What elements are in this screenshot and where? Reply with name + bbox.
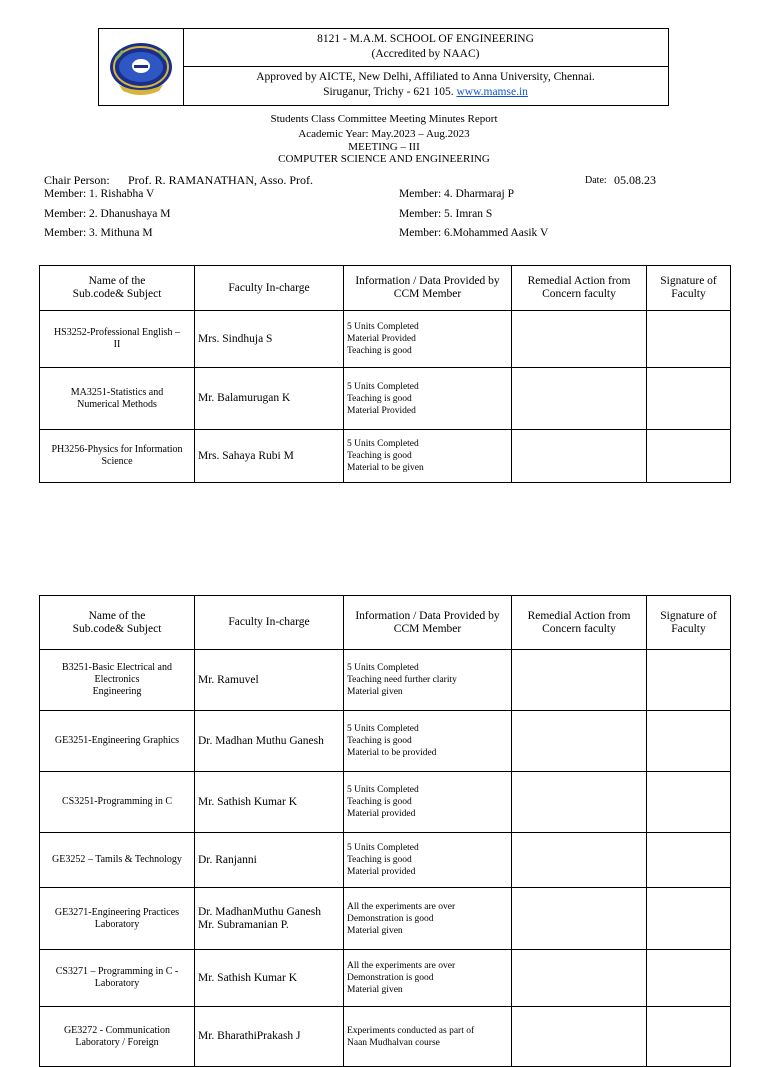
member-2: Member: 2. Dhanushaya M [44,208,171,220]
subject-cell [40,368,195,430]
subject-cell-line: CS3251-Programming in C [61,796,172,807]
subject-cell-line: GE3251-Engineering Graphics [54,735,180,746]
info-cell-line: Material Provided [347,334,416,344]
subjects-table-2 [39,595,731,1067]
subject-cell [40,711,195,772]
faculty-cell [195,772,344,833]
meeting-number: MEETING – III [348,141,420,153]
info-cell-line: Material given [347,925,403,936]
info-cell [344,650,512,711]
subject-cell-line: B3251-Basic Electrical and [62,662,172,673]
info-cell-line: Teaching is good [347,393,412,404]
table-row [40,650,731,711]
institution-header [98,28,669,106]
info-cell-line: All the experiments are over [347,961,456,971]
faculty-cell [195,888,344,950]
subject-cell-line: GE3252 – Tamils & Technology [52,854,182,865]
header-signature: Signature of Faculty [647,266,731,311]
remedial-cell [512,1007,647,1067]
subject-cell [40,888,195,950]
faculty-cell [195,711,344,772]
info-cell [344,711,512,772]
info-cell-line: Teaching need further clarity [347,675,457,685]
info-cell-line: 5 Units Completed [347,843,419,853]
remedial-cell [512,311,647,368]
remedial-cell [512,711,647,772]
member-6: Member: 6.Mohammed Aasik V [399,227,549,239]
info-cell [344,1007,512,1067]
report-title: Students Class Committee Meeting Minutes Report [270,113,498,125]
table-row [40,888,731,950]
date-label: Date: [585,175,607,186]
subject-cell-line: PH3256-Physics for Information [51,444,183,455]
table-row [40,833,731,888]
table-row [40,950,731,1007]
signature-cell [647,711,731,772]
info-cell [344,833,512,888]
subject-cell-line: Laboratory [94,978,140,989]
faculty-cell [195,311,344,368]
faculty-cell-line: Mr. Sathish Kumar K [198,971,298,984]
faculty-cell-line: Mr. Ramuvel [198,673,259,686]
faculty-cell [195,833,344,888]
subject-cell-line: CS3271 – Programming in C - [55,966,179,977]
info-cell-line: Material to be given [347,463,424,473]
logo-cell [99,29,184,105]
college-seal-icon [99,29,183,105]
header-remedial: Remedial Action from Concern faculty [512,596,647,650]
address-line: Siruganur, Trichy - 621 105. www.mamse.in [323,86,528,98]
info-cell-line: Demonstration is good [347,913,434,924]
academic-year: Academic Year: May.2023 – Aug.2023 [298,128,470,140]
member-3: Member: 3. Mithuna M [44,227,153,239]
header-remedial: Remedial Action from Concern faculty [512,266,647,311]
table-row [40,368,731,430]
subject-cell-line: MA3251-Statistics and [70,386,164,398]
signature-cell [647,888,731,950]
accreditation: (Accredited by NAAC) [371,48,480,60]
faculty-cell [195,950,344,1007]
header-subject: Name of the Sub.code& Subject [40,266,195,311]
subject-cell-line: Laboratory / Foreign [75,1036,159,1048]
subject-cell-line: GE3271-Engineering Practices [54,906,180,918]
signature-cell [647,772,731,833]
info-cell [344,368,512,430]
subject-cell-line: Engineering [92,686,142,697]
info-cell-line: 5 Units Completed [347,322,419,332]
department: COMPUTER SCIENCE AND ENGINEERING [278,153,490,165]
info-cell-line: Teaching is good [347,346,412,356]
info-cell [344,888,512,950]
faculty-cell-line: Mr. Sathish Kumar K [198,795,298,808]
remedial-cell [512,430,647,483]
chair-name: Prof. R. RAMANATHAN, Asso. Prof. [128,173,314,187]
remedial-cell [512,650,647,711]
subject-cell [40,650,195,711]
subject-cell [40,311,195,368]
info-cell-line: Experiments conducted as part of [347,1025,475,1036]
subject-cell [40,772,195,833]
remedial-cell [512,833,647,888]
subject-cell-line: II [113,339,121,350]
subjects-table-1 [39,265,731,483]
faculty-cell-line: Dr. Ranjanni [198,853,257,866]
header-info: Information / Data Provided by CCM Member [344,266,512,311]
signature-cell [647,1007,731,1067]
info-cell-line: 5 Units Completed [347,785,419,795]
info-cell-line: Material given [347,687,403,697]
table-row [40,772,731,833]
info-cell-line: 5 Units Completed [347,381,419,392]
info-cell-line: Material given [347,985,403,995]
info-cell [344,772,512,833]
report-heading [0,112,768,166]
subject-cell [40,430,195,483]
info-cell-line: Material to be provided [347,748,437,758]
subject-cell-line: HS3252-Professional English – [53,327,181,338]
faculty-cell-line: Mr. Balamurugan K [198,392,291,404]
faculty-cell [195,430,344,483]
info-cell [344,430,512,483]
signature-cell [647,650,731,711]
table-row [40,1007,731,1067]
faculty-cell-line: Dr. MadhanMuthu Ganesh [198,905,321,918]
header-faculty: Faculty In-charge [195,266,344,311]
signature-cell [647,311,731,368]
signature-cell [647,950,731,1007]
subject-cell-line: Laboratory [94,918,140,930]
signature-cell [647,368,731,430]
info-cell-line: Material Provided [347,405,416,416]
info-cell-line: 5 Units Completed [347,439,419,449]
remedial-cell [512,950,647,1007]
info-cell-line: Teaching is good [347,736,412,746]
subject-cell-line: Electronics [94,674,140,685]
info-cell-line: All the experiments are over [347,901,456,912]
chair-label: Chair Person: [44,173,110,187]
info-cell-line: 5 Units Completed [347,724,419,734]
table-row [40,430,731,483]
member-4: Member: 4. Dharmaraj P [399,188,514,200]
member-5: Member: 5. Imran S [399,208,493,220]
subject-cell [40,833,195,888]
faculty-cell-line: Mrs. Sahaya Rubi M [198,449,294,462]
subject-cell-line: Science [101,456,133,467]
faculty-cell-line: Mr. BharathiPrakash J [198,1030,301,1042]
approval-line: Approved by AICTE, New Delhi, Affiliated to Anna University, Chennai. [256,71,595,83]
header-info: Information / Data Provided by CCM Member [344,596,512,650]
faculty-cell [195,368,344,430]
member-1: Member: 1. Rishabha V [44,188,155,200]
info-cell-line: Teaching is good [347,451,412,461]
table-row [40,711,731,772]
table-header-row [40,596,731,650]
header-faculty: Faculty In-charge [195,596,344,650]
info-cell-line: Material provided [347,809,416,819]
faculty-cell [195,650,344,711]
signature-cell [647,430,731,483]
signature-cell [647,833,731,888]
subject-cell-line: Numerical Methods [77,398,157,410]
info-cell [344,950,512,1007]
info-cell-line: Demonstration is good [347,973,434,983]
info-cell-line: Teaching is good [347,855,412,865]
subject-cell-line: GE3272 - Communication [63,1024,171,1036]
remedial-cell [512,368,647,430]
remedial-cell [512,888,647,950]
table-row [40,311,731,368]
faculty-cell-line: Mrs. Sindhuja S [198,332,273,345]
faculty-cell [195,1007,344,1067]
date-value: 05.08.23 [614,173,656,187]
subject-cell [40,950,195,1007]
info-cell-line: Material provided [347,867,416,877]
website-link[interactable]: www.mamse.in [456,86,528,98]
header-signature: Signature of Faculty [647,596,731,650]
info-cell [344,311,512,368]
faculty-cell-line: Mr. Subramanian P. [198,918,289,931]
table-header-row [40,266,731,311]
institution-name: 8121 - M.A.M. SCHOOL OF ENGINEERING [317,33,534,45]
info-cell-line: Naan Mudhalvan course [347,1037,440,1048]
faculty-cell-line: Dr. Madhan Muthu Ganesh [198,734,324,747]
remedial-cell [512,772,647,833]
subject-cell [40,1007,195,1067]
info-cell-line: 5 Units Completed [347,663,419,673]
header-subject: Name of the Sub.code& Subject [40,596,195,650]
info-cell-line: Teaching is good [347,797,412,807]
